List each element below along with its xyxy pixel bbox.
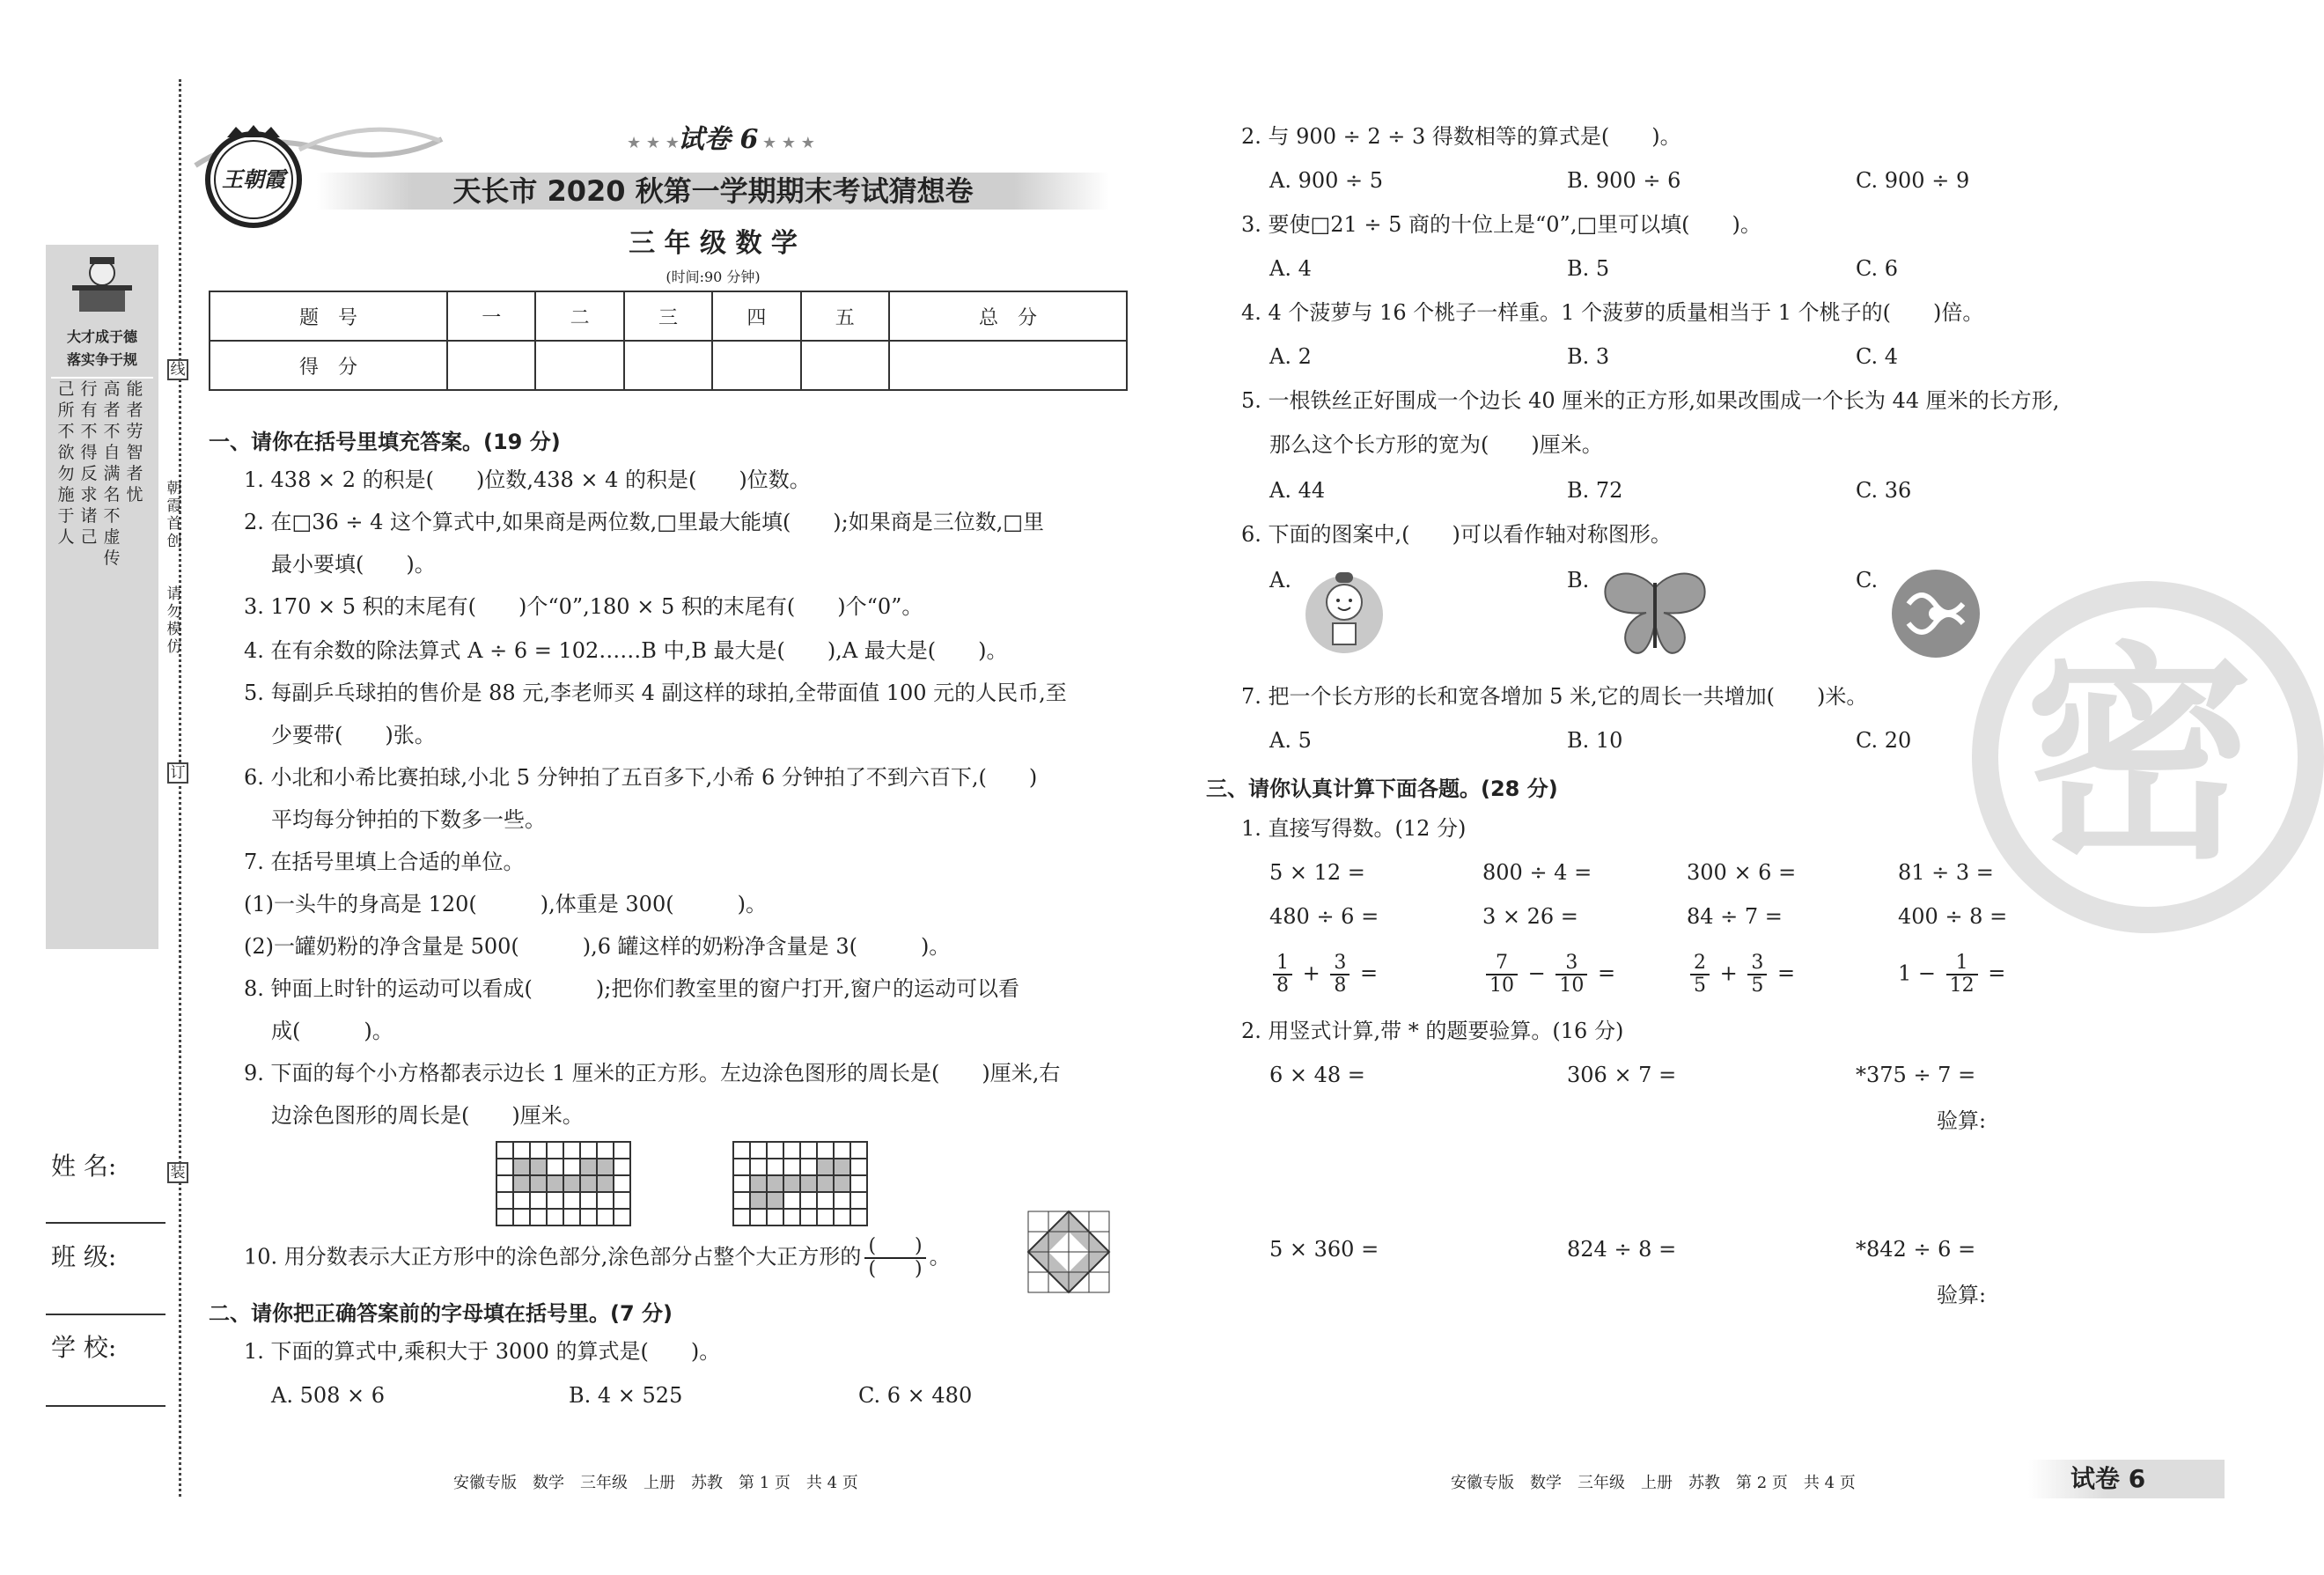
note-original: 朝霞首创	[166, 480, 182, 550]
butterfly-icon	[1600, 570, 1710, 659]
mc-question: 1. 下面的算式中,乘积大于 3000 的算式是( )。	[244, 1339, 721, 1364]
score-table-cell: 总 分	[889, 291, 1127, 341]
operator: +	[1719, 960, 1738, 986]
fraction	[1486, 953, 1518, 997]
calc-item: 400 ÷ 8 =	[1898, 904, 2008, 929]
option-c[interactable]: C. 20	[1856, 728, 1912, 753]
denominator: 8	[1276, 975, 1289, 997]
question-line: 3. 170 × 5 积的末尾有( )个“0”,180 × 5 积的末尾有( )个“0”。	[244, 594, 923, 619]
calc-item: 300 × 6 =	[1687, 860, 1797, 885]
motto-banner-1: 大才成于德	[66, 328, 137, 345]
denominator: 5	[1694, 975, 1706, 997]
whole-part: 1 −	[1898, 960, 1937, 986]
score-table-cell: 得 分	[210, 341, 447, 390]
score-table-cell: 一	[447, 291, 535, 341]
option-c[interactable]: C. 4	[1856, 344, 1899, 369]
fraction	[1330, 953, 1350, 997]
numerator: 1	[1273, 953, 1292, 975]
secret-watermark	[1972, 581, 2324, 933]
operator: +	[1302, 960, 1320, 986]
mc-question: 3. 要使□21 ÷ 5 商的十位上是“0”,□里可以填( )。	[1241, 212, 1761, 237]
question-line: 5. 每副乒乓球拍的售价是 88 元,李老师买 4 副这样的球拍,全带面值 100 元的人民币,至	[244, 681, 1067, 705]
denominator: 8	[1334, 975, 1347, 997]
option-c[interactable]: C. 900 ÷ 9	[1856, 168, 1970, 193]
fraction	[1690, 953, 1710, 997]
secret-watermark-text: 密	[2025, 624, 2254, 890]
exam-time: (时间:90 分钟)	[666, 269, 761, 285]
mc-question: 7. 把一个长方形的长和宽各增加 5 米,它的周长一共增加( )米。	[1241, 684, 1868, 709]
vertical-calc: 6 × 48 =	[1269, 1063, 1365, 1087]
question-10-text: 10. 用分数表示大正方形中的涂色部分,涂色部分占整个大正方形的	[244, 1244, 862, 1270]
fraction-calc	[1269, 953, 1378, 997]
option-b[interactable]: B. 900 ÷ 6	[1567, 168, 1681, 193]
score-input[interactable]	[535, 341, 623, 390]
answer-fraction[interactable]	[864, 1236, 925, 1280]
score-input[interactable]	[889, 341, 1127, 390]
option-c[interactable]: C. 6	[1856, 256, 1899, 281]
score-table-cell: 题 号	[210, 291, 447, 341]
option-a[interactable]: A. 508 × 6	[271, 1383, 386, 1408]
question-line: 2. 在□36 ÷ 4 这个算式中,如果商是两位数,□里最大能填( );如果商是三位数,□里	[244, 510, 1045, 534]
question-line: 1. 438 × 2 的积是( )位数,438 × 4 的积是( )位数。	[244, 467, 811, 492]
score-input[interactable]	[712, 341, 800, 390]
calc-item: 81 ÷ 3 =	[1898, 860, 1994, 885]
calc-item: 84 ÷ 7 =	[1687, 904, 1783, 929]
vertical-calc: 5 × 360 =	[1269, 1237, 1379, 1262]
denominator: 10	[1489, 975, 1514, 997]
denominator: 5	[1751, 975, 1764, 997]
motto-column: 能者劳智者忧	[126, 379, 143, 504]
motto-column: 高者不自满名不虚传	[103, 379, 121, 568]
score-table-score-row	[210, 341, 1127, 390]
option-b[interactable]: B.	[1567, 568, 1590, 592]
footer-tag: 试卷 6	[2070, 1464, 2146, 1493]
question-line: 9. 下面的每个小方格都表示边长 1 厘米的正方形。左边涂色图形的周长是( )厘米,右	[244, 1061, 1061, 1086]
fraction-calc	[1687, 953, 1795, 997]
paper-tag: 试卷 6	[678, 124, 759, 155]
question-line: 平均每分钟拍的下数多一些。	[271, 807, 546, 832]
vertical-calc: 306 × 7 =	[1567, 1063, 1677, 1087]
numerator: 2	[1690, 953, 1710, 975]
calc-item: 800 ÷ 4 =	[1482, 860, 1592, 885]
question-line: 4. 在有余数的除法算式 A ÷ 6 = 102……B 中,B 最大是( ),A 最大是( )。	[244, 638, 1008, 663]
fortune-child-icon	[1303, 567, 1386, 655]
question-line: 8. 钟面上时针的运动可以看成( );把你们教室里的窗户打开,窗户的运动可以看	[244, 976, 1019, 1001]
option-a[interactable]: A. 5	[1269, 728, 1312, 753]
binding-mark-ding: 订	[167, 762, 188, 784]
mc-question: 6. 下面的图案中,( )可以看作轴对称图形。	[1241, 522, 1672, 547]
school-label: 学 校:	[51, 1333, 117, 1362]
question-line: (2)一罐奶粉的净含量是 500( ),6 罐这样的奶粉净含量是 3( )。	[244, 934, 951, 959]
fraction	[1946, 953, 1978, 997]
square-figure	[1028, 1211, 1109, 1292]
motto-column: 己所不欲勿施于人	[57, 379, 75, 547]
numerator: 1	[1946, 953, 1978, 975]
fraction-calc	[1482, 953, 1615, 997]
name-field[interactable]	[46, 1222, 165, 1224]
question-line: 少要带( )张。	[271, 723, 436, 747]
fraction	[1747, 953, 1767, 997]
fraction	[1273, 953, 1292, 997]
equals: =	[1598, 960, 1616, 986]
score-table	[209, 291, 1128, 391]
name-label: 姓 名:	[51, 1152, 117, 1181]
calc-item: 480 ÷ 6 =	[1269, 904, 1379, 929]
motto-panel	[46, 245, 158, 949]
score-input[interactable]	[801, 341, 889, 390]
score-input[interactable]	[447, 341, 535, 390]
question-line: 7. 在括号里填上合适的单位。	[244, 850, 525, 874]
question-line: 最小要填( )。	[271, 552, 436, 577]
grid-figure-left	[496, 1141, 631, 1226]
check-label: 验算:	[1937, 1283, 1987, 1307]
score-table-header-row	[210, 291, 1127, 341]
exam-title: 天长市 2020 秋第一学期期末考试猜想卷	[452, 174, 974, 208]
sub-question-1: 1. 直接写得数。(12 分)	[1241, 816, 1467, 841]
option-c[interactable]: C. 36	[1856, 478, 1912, 503]
fraction	[1555, 953, 1587, 997]
fraction-denominator: ( )	[868, 1258, 923, 1280]
footer-right: 安徽专版 数学 三年级 上册 苏教 第 2 页 共 4 页	[1451, 1474, 1856, 1492]
fraction-calc	[1898, 953, 2005, 997]
check-label: 验算:	[1937, 1108, 1987, 1133]
calc-item: 3 × 26 =	[1482, 904, 1578, 929]
brand-logo	[201, 123, 306, 229]
paper-tag-stars-right: ★ ★ ★	[762, 134, 815, 152]
paper-tag-stars-left: ★ ★ ★	[627, 134, 680, 152]
option-a[interactable]: A. 44	[1269, 478, 1326, 503]
vertical-calc: 824 ÷ 8 =	[1567, 1237, 1677, 1262]
score-table-cell: 三	[624, 291, 712, 341]
question-line: 成( )。	[271, 1019, 393, 1043]
operator: −	[1527, 960, 1546, 986]
scholar-illustration	[67, 254, 137, 315]
footer-left: 安徽专版 数学 三年级 上册 苏教 第 1 页 共 4 页	[453, 1474, 858, 1492]
option-c[interactable]: C.	[1856, 568, 1879, 592]
subject-title: 三 年 级 数 学	[629, 228, 798, 259]
mc-question: 2. 与 900 ÷ 2 ÷ 3 得数相等的算式是( )。	[1241, 124, 1681, 149]
question-line: 6. 小北和小希比赛拍球,小北 5 分钟拍了五百多下,小希 6 分钟拍了不到六百下,( )	[244, 765, 1038, 790]
score-table-cell: 二	[535, 291, 623, 341]
header-ribbon-right	[299, 114, 440, 167]
equals: =	[1360, 960, 1379, 986]
fraction-numerator: ( )	[864, 1236, 925, 1259]
option-b[interactable]: B. 72	[1567, 478, 1623, 503]
question-10	[244, 1236, 951, 1280]
section2-heading: 二、请你把正确答案前的字母填在括号里。(7 分)	[209, 1301, 673, 1326]
numerator: 7	[1486, 953, 1518, 975]
binding-mark-xian: 线	[167, 359, 188, 380]
motto-column: 行有不得反求诸己	[80, 379, 98, 547]
note-no-copy: 请勿模仿	[166, 585, 182, 656]
option-b[interactable]: B. 4 × 525	[569, 1383, 683, 1408]
cloud-pattern-icon	[1891, 569, 1981, 659]
equals: =	[1988, 960, 2006, 986]
score-table-cell: 五	[801, 291, 889, 341]
class-label: 班 级:	[51, 1242, 117, 1271]
class-field[interactable]	[46, 1314, 165, 1315]
mc-question: 5. 一根铁丝正好围成一个边长 40 厘米的正方形,如果改围成一个长为 44 厘米的长方形,	[1241, 388, 2060, 413]
brand-logo-text: 王朝霞	[222, 166, 285, 192]
equals: =	[1777, 960, 1796, 986]
binding-mark-zhuang: 装	[167, 1162, 188, 1183]
denominator: 12	[1949, 975, 1975, 997]
vertical-calc: *375 ÷ 7 =	[1856, 1063, 1976, 1087]
vertical-calc: *842 ÷ 6 =	[1856, 1237, 1976, 1262]
mc-question-cont: 那么这个长方形的宽为( )厘米。	[1269, 432, 1603, 457]
question-10-end: 。	[929, 1244, 951, 1270]
section1-heading: 一、请你在括号里填充答案。(19 分)	[209, 430, 561, 454]
grid-figure-right	[732, 1141, 868, 1226]
sub-question-2: 2. 用竖式计算,带 * 的题要验算。(16 分)	[1241, 1019, 1624, 1043]
denominator: 10	[1559, 975, 1585, 997]
section3-heading: 三、请你认真计算下面各题。(28 分)	[1206, 776, 1558, 801]
option-a[interactable]: A.	[1269, 568, 1291, 592]
mc-question: 4. 4 个菠萝与 16 个桃子一样重。1 个菠萝的质量相当于 1 个桃子的( )倍。	[1241, 300, 1984, 325]
question-line: (1)一头牛的身高是 120( ),体重是 300( )。	[244, 892, 767, 916]
option-b[interactable]: B. 3	[1567, 344, 1610, 369]
option-b[interactable]: B. 10	[1567, 728, 1623, 753]
option-b[interactable]: B. 5	[1567, 256, 1610, 281]
numerator: 3	[1747, 953, 1767, 975]
option-c[interactable]: C. 6 × 480	[858, 1383, 973, 1408]
question-line: 边涂色图形的周长是( )厘米。	[271, 1103, 584, 1128]
option-a[interactable]: A. 4	[1269, 256, 1312, 281]
calc-item: 5 × 12 =	[1269, 860, 1365, 885]
numerator: 3	[1330, 953, 1350, 975]
option-a[interactable]: A. 900 ÷ 5	[1269, 168, 1384, 193]
school-field[interactable]	[46, 1405, 165, 1407]
cut-line	[179, 79, 181, 1497]
option-a[interactable]: A. 2	[1269, 344, 1312, 369]
score-table-cell: 四	[712, 291, 800, 341]
motto-banner-2: 落实争于规	[66, 351, 137, 368]
score-input[interactable]	[624, 341, 712, 390]
numerator: 3	[1555, 953, 1587, 975]
